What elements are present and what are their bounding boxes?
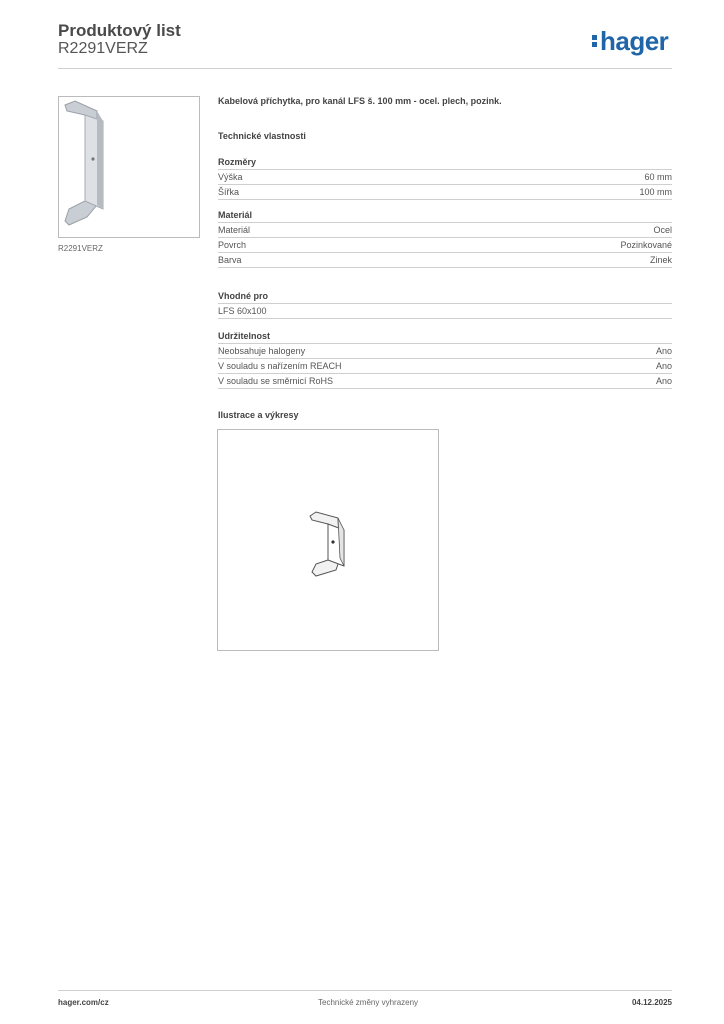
section-udrzitelnost bbox=[218, 329, 672, 389]
spec-value: 60 mm bbox=[644, 172, 672, 182]
spec-row bbox=[218, 185, 672, 200]
product-photo-icon bbox=[59, 97, 199, 237]
spec-value: Pozinkované bbox=[620, 240, 672, 250]
spec-row bbox=[218, 374, 672, 389]
product-code: R2291VERZ bbox=[58, 40, 148, 57]
spec-row bbox=[218, 170, 672, 185]
hager-logo bbox=[592, 26, 668, 57]
section-heading: Materiál bbox=[218, 208, 672, 223]
spec-label: V souladu se směrnicí RoHS bbox=[218, 376, 334, 386]
clip-drawing-icon bbox=[218, 430, 438, 650]
tech-title: Technické vlastnosti bbox=[218, 131, 306, 141]
logo-text: hager bbox=[600, 26, 669, 56]
section-heading: Rozměry bbox=[218, 155, 672, 170]
section-heading: Udržitelnost bbox=[218, 329, 672, 344]
section-vhodne-pro bbox=[218, 289, 672, 319]
spec-row bbox=[218, 344, 672, 359]
illustrations-title: Ilustrace a výkresy bbox=[218, 410, 299, 420]
spec-value: Ocel bbox=[653, 225, 672, 235]
footer-date: 04.12.2025 bbox=[631, 998, 672, 1007]
spec-row bbox=[218, 253, 672, 268]
spec-value: 100 mm bbox=[639, 187, 672, 197]
spec-value: Zinek bbox=[649, 255, 672, 265]
spec-label: Neobsahuje halogeny bbox=[218, 346, 306, 356]
spec-row bbox=[218, 223, 672, 238]
header-divider bbox=[58, 68, 672, 69]
spec-label: Šířka bbox=[218, 187, 240, 197]
product-description: Kabelová příchytka, pro kanál LFS š. 100 mm - ocel. plech, pozink. bbox=[218, 96, 502, 106]
spec-label: Barva bbox=[218, 255, 242, 265]
section-rozmery bbox=[218, 155, 672, 200]
spec-value: Ano bbox=[655, 376, 672, 386]
spec-row bbox=[218, 304, 672, 319]
photo-caption: R2291VERZ bbox=[58, 244, 103, 253]
spec-label: Výška bbox=[218, 172, 243, 182]
page-title: Produktový list bbox=[58, 21, 181, 40]
section-heading: Vhodné pro bbox=[218, 289, 672, 304]
product-photo bbox=[58, 96, 200, 238]
spec-label: Materiál bbox=[218, 225, 251, 235]
footer-divider bbox=[58, 990, 672, 991]
section-material bbox=[218, 208, 672, 268]
spec-label: LFS 60x100 bbox=[218, 306, 267, 316]
spec-row bbox=[218, 238, 672, 253]
technical-drawing bbox=[217, 429, 439, 651]
footer-website-link[interactable]: hager.com/cz bbox=[58, 998, 109, 1007]
footer-note: Technické změny vyhrazeny bbox=[318, 998, 419, 1007]
spec-row bbox=[218, 359, 672, 374]
logo-dots-icon bbox=[592, 33, 598, 49]
spec-label: V souladu s nařízením REACH bbox=[218, 361, 342, 371]
spec-value: Ano bbox=[655, 361, 672, 371]
spec-value: Ano bbox=[655, 346, 672, 356]
spec-label: Povrch bbox=[218, 240, 247, 250]
